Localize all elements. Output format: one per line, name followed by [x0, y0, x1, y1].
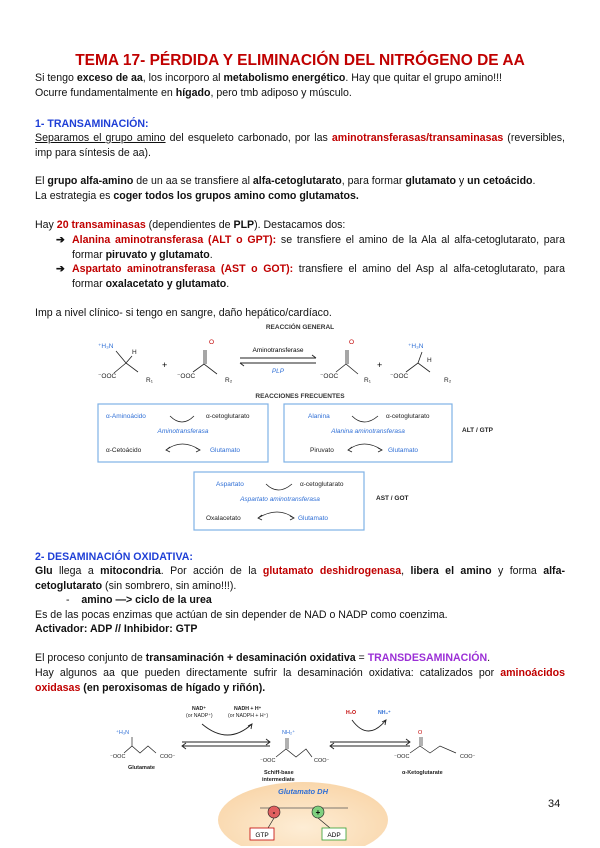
svg-text:O: O [209, 339, 215, 346]
svg-text:Glutamato: Glutamato [210, 447, 240, 454]
bullet-ast: ➔ Aspartato aminotransferasa (AST o GOT): transfiere el amino del Asp al alfa-cetoglutarato, para formar oxalacetato y glutamato. [56, 263, 565, 290]
oxidative-deamination-figure [110, 702, 500, 846]
reaction-box-ast [194, 472, 409, 530]
svg-text:⁻OOC: ⁻OOC [320, 373, 339, 380]
svg-text:COO⁻: COO⁻ [460, 754, 476, 760]
frequent-reactions-title: REACCIONES FRECUENTES [255, 393, 345, 400]
s1-paragraph-1: Separamos el grupo amino del esqueleto carbonado, por las aminotransferasas/transaminasas (reversibles, imp para síntesis de aa). [35, 132, 566, 159]
intro-line-1: Si tengo exceso de aa, los incorporo al metabolismo energético. Hay que quitar el grupo amino!!! [35, 72, 502, 84]
svg-text:Aspartato aminotransferasa: Aspartato aminotransferasa [240, 496, 320, 503]
arrow-bullet-icon: ➔ [56, 234, 65, 246]
svg-text:⁺H₃N: ⁺H₃N [116, 730, 130, 736]
plus-sign: + [377, 360, 383, 370]
svg-text:Aminotransferasa: Aminotransferasa [157, 428, 209, 435]
s1-paragraph-4: Hay 20 transaminasas (dependientes de PLP). Destacamos dos: [35, 219, 346, 231]
svg-text:⁺H₃N: ⁺H₃N [408, 343, 424, 350]
svg-text:R₂: R₂ [225, 377, 233, 384]
s1-paragraph-2: El grupo alfa-amino de un aa se transfiere al alfa-cetoglutarato, para formar glutamato y un cetoácido. [35, 175, 536, 187]
s2-paragraph-4: El proceso conjunto de transaminación + desaminación oxidativa = TRANSDESAMINACIÓN. [35, 652, 491, 664]
section-heading-desaminacion: 2- DESAMINACIÓN OXIDATIVA: [35, 551, 193, 563]
minus-sign: - [272, 808, 276, 817]
svg-text:Alanina aminotransferasa: Alanina aminotransferasa [331, 428, 405, 435]
svg-text:Glutamate: Glutamate [128, 765, 155, 771]
svg-text:NAD⁺: NAD⁺ [192, 706, 206, 712]
svg-text:H: H [132, 349, 137, 356]
arrow-bullet-icon: ➔ [56, 263, 65, 275]
s2-dash-item: - amino —> ciclo de la urea [66, 594, 212, 606]
s2-paragraph-5: Hay algunos aa que pueden directamente sufrir la desaminación oxidativa: catalizados por aminoácidos oxidasas (en peroxisomas de hígado y riñón). [35, 667, 565, 694]
svg-text:⁺H₃N: ⁺H₃N [98, 343, 114, 350]
general-reaction-title: REACCIÓN GENERAL [265, 324, 335, 331]
svg-text:α-cetoglutarato: α-cetoglutarato [386, 413, 430, 420]
svg-text:H₂O: H₂O [346, 710, 357, 716]
svg-text:Schiff-base: Schiff-base [264, 770, 294, 776]
svg-text:α-cetoglutarato: α-cetoglutarato [300, 481, 344, 488]
svg-text:Oxalacetato: Oxalacetato [206, 515, 241, 522]
alpha-ketoglutarate-structure [394, 730, 476, 776]
svg-text:⁻OOC: ⁻OOC [390, 373, 409, 380]
s1-paragraph-3: La estrategia es coger todos los grupos amino como glutamatos. [35, 190, 359, 202]
section-heading-transaminacion: 1- TRANSAMINACIÓN: [35, 118, 149, 130]
plus-sign: + [162, 360, 168, 370]
s2-activator-inhibitor: Activador: ADP // Inhibidor: GTP [35, 623, 198, 635]
schiff-base-structure [260, 729, 330, 783]
glutamate-structure [110, 729, 176, 771]
bullet-alt: ➔ Alanina aminotransferasa (ALT o GPT): se transfiere el amino de la Ala al alfa-cetoglutarato, para formar piruvato y glutamato. [56, 234, 565, 261]
ast-got-tag: AST / GOT [376, 495, 409, 502]
intro-line-2: Ocurre fundamentalmente en hígado, pero tmb adiposo y músculo. [35, 87, 352, 99]
svg-text:O: O [418, 730, 423, 736]
svg-text:α-cetoglutarato: α-cetoglutarato [206, 413, 250, 420]
svg-text:R₂: R₂ [444, 377, 452, 384]
svg-text:Glutamato: Glutamato [298, 515, 328, 522]
svg-text:NH₄⁺: NH₄⁺ [378, 710, 391, 716]
svg-text:α-Cetoácido: α-Cetoácido [106, 447, 142, 454]
glutamate-dh-label: Glutamato DH [277, 787, 329, 796]
plus-sign: + [315, 808, 321, 817]
svg-text:⁻OOC: ⁻OOC [394, 754, 410, 760]
svg-text:Aspartato: Aspartato [216, 481, 244, 488]
svg-text:COO⁻: COO⁻ [314, 758, 330, 764]
svg-text:Alanina: Alanina [308, 413, 330, 420]
svg-text:α-Ketoglutarate: α-Ketoglutarate [402, 770, 443, 776]
transamination-figure [90, 320, 510, 532]
amino-acid-structure [98, 343, 154, 384]
s2-paragraph-1: Glu llega a mitocondria. Por acción de la glutamato deshidrogenasa, libera el amino y forma alfa-cetoglutarato (sin sombrero, sin amino!!!). [35, 565, 566, 592]
svg-text:intermediate: intermediate [262, 777, 295, 783]
s1-paragraph-5: Imp a nivel clínico- si tengo en sangre, daño hepático/cardíaco. [35, 307, 332, 319]
gtp-label: GTP [255, 832, 269, 839]
svg-text:Piruvato: Piruvato [310, 447, 334, 454]
enzyme-label: Aminotransferase [252, 347, 304, 354]
svg-text:⁻OOC: ⁻OOC [110, 754, 126, 760]
svg-text:α-Aminoácido: α-Aminoácido [106, 413, 146, 420]
svg-text:(or NADP⁺): (or NADP⁺) [186, 713, 213, 719]
product-keto-acid-structure [320, 339, 372, 384]
reaction-box-general [98, 404, 268, 462]
svg-text:COO⁻: COO⁻ [160, 754, 176, 760]
page-title: TEMA 17- PÉRDIDA Y ELIMINACIÓN DEL NITRÓGENO DE AA [75, 52, 525, 69]
svg-text:⁻OOC: ⁻OOC [98, 373, 117, 380]
svg-text:R₁: R₁ [364, 377, 371, 384]
page-number: 34 [548, 798, 561, 810]
svg-text:(or NADPH + H⁺): (or NADPH + H⁺) [228, 713, 269, 719]
svg-text:⁻OOC: ⁻OOC [260, 758, 276, 764]
svg-text:O: O [349, 339, 355, 346]
svg-text:⁻OOC: ⁻OOC [177, 373, 196, 380]
svg-text:H: H [427, 357, 432, 364]
svg-text:R₁: R₁ [146, 377, 153, 384]
svg-text:Glutamato: Glutamato [388, 447, 418, 454]
adp-label: ADP [327, 832, 341, 839]
keto-acid-structure [177, 339, 233, 384]
svg-text:NADH + H⁺: NADH + H⁺ [234, 706, 262, 712]
product-amino-acid-structure [390, 343, 452, 384]
svg-text:NH₂⁺: NH₂⁺ [282, 730, 295, 736]
alt-gtp-tag: ALT / GTP [462, 427, 493, 434]
reaction-box-alt [284, 404, 494, 462]
s2-paragraph-2: Es de las pocas enzimas que actúan de sin depender de NAD o NADP como coenzima. [35, 609, 448, 621]
cofactor-label: PLP [271, 368, 285, 375]
